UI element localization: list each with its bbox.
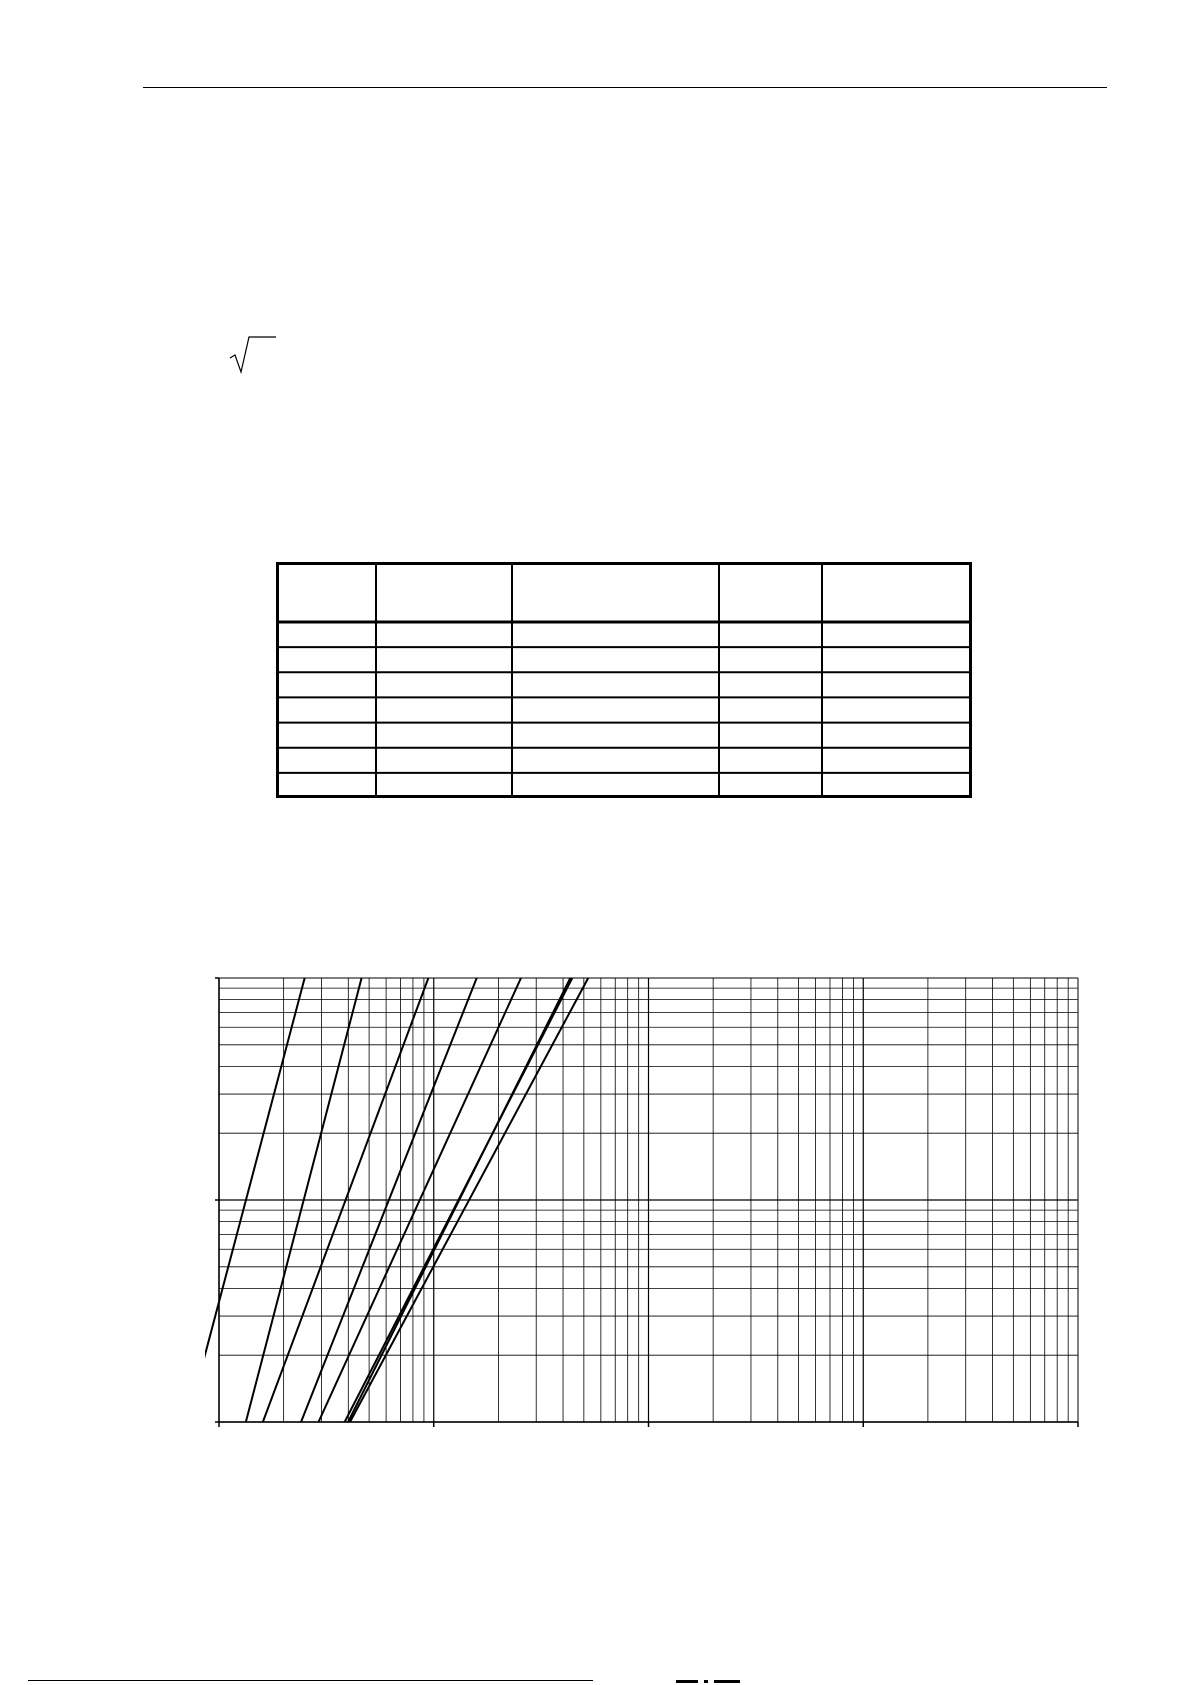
log-log-chart — [205, 970, 1085, 1430]
header-rule — [143, 87, 1107, 88]
data-table — [276, 562, 972, 798]
footer-mark — [676, 1678, 756, 1685]
square-root-icon — [229, 334, 279, 378]
table-border — [278, 564, 971, 797]
footer-rule — [28, 1680, 593, 1681]
